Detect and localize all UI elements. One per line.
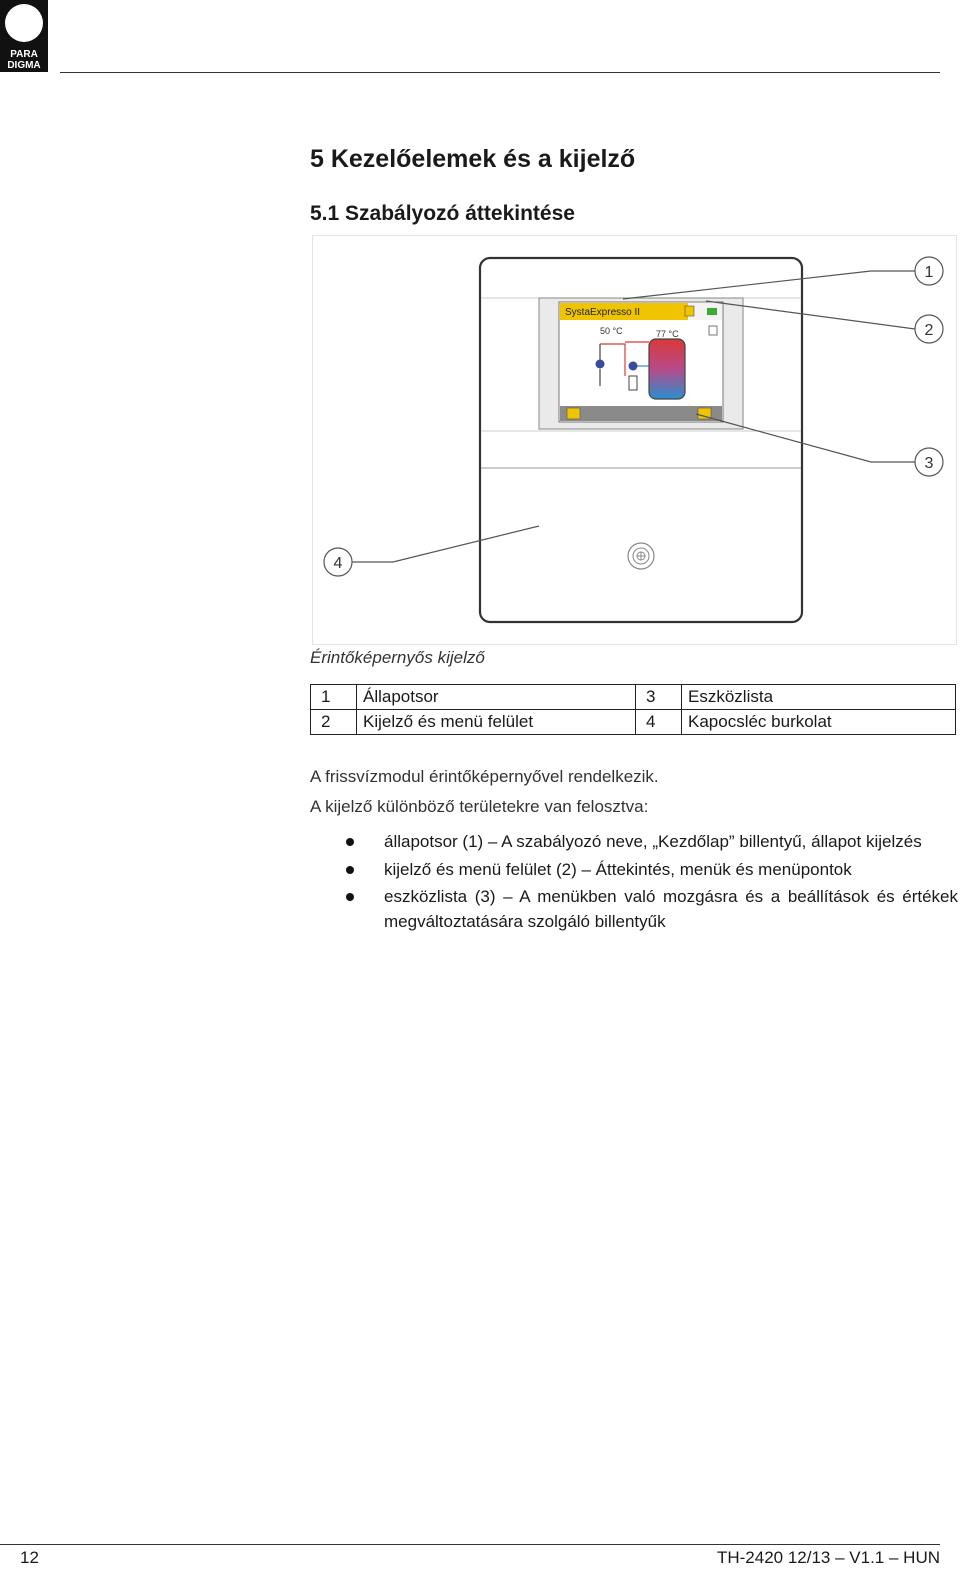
legend-row — [311, 685, 956, 710]
list-item: állapotsor (1) – A szabályozó neve, „Kezdőlap” billentyű, állapot kijelzés — [310, 830, 958, 855]
logo-line-1: PARA — [10, 49, 38, 60]
controller-figure — [312, 235, 957, 645]
controller-name: SystaExpresso II — [565, 307, 641, 318]
legend-row — [311, 710, 956, 735]
document-id: TH-2420 12/13 – V1.1 – HUN — [716, 1548, 940, 1567]
temp-right-value: 77 °C — [656, 329, 679, 339]
menu-icon — [567, 408, 580, 419]
list-item: eszközlista (3) – A menükben való mozgásra és a beállítások és értékek megváltoztatására szolgáló billentyűk — [310, 885, 958, 934]
legend-number: 3 — [636, 685, 682, 710]
controller-illustration — [313, 236, 956, 644]
svg-text:2: 2 — [924, 322, 934, 339]
section-heading: 5.1 Szabályozó áttekintése — [310, 202, 575, 225]
svg-text:1: 1 — [924, 264, 934, 281]
pump-icon-right — [629, 362, 638, 371]
legend-table — [310, 684, 956, 735]
heat-exchanger-icon — [629, 376, 637, 390]
storage-tank-icon — [649, 339, 685, 399]
footer-divider — [0, 1544, 940, 1545]
chapter-heading: 5 Kezelőelemek és a kijelző — [310, 145, 636, 173]
svg-text:3: 3 — [924, 455, 934, 472]
svg-text:4: 4 — [333, 555, 343, 572]
legend-number: 2 — [311, 710, 357, 735]
header-divider — [60, 72, 940, 73]
home-icon — [685, 306, 694, 316]
pump-icon-left — [596, 360, 605, 369]
logo-line-2: DIGMA — [7, 60, 41, 71]
intro-paragraph: A frissvízmodul érintőképernyővel rendelkezik. — [310, 767, 659, 786]
status-indicator-icon — [707, 308, 717, 315]
legend-number: 1 — [311, 685, 357, 710]
list-item: kijelző és menü felület (2) – Áttekintés, menük és menüpontok — [310, 858, 958, 883]
legend-label: Eszközlista — [682, 685, 956, 710]
legend-number: 4 — [636, 710, 682, 735]
figure-caption: Érintőképernyős kijelző — [310, 648, 485, 667]
legend-label: Állapotsor — [357, 685, 636, 710]
legend-label: Kapocsléc burkolat — [682, 710, 956, 735]
temp-left-value: 50 °C — [600, 326, 623, 336]
paradigma-logo — [0, 0, 48, 72]
areas-paragraph: A kijelző különböző területekre van felosztva: — [310, 797, 649, 816]
display-areas-list — [310, 830, 958, 937]
page-number: 12 — [20, 1548, 39, 1567]
legend-label: Kijelző és menü felület — [357, 710, 636, 735]
